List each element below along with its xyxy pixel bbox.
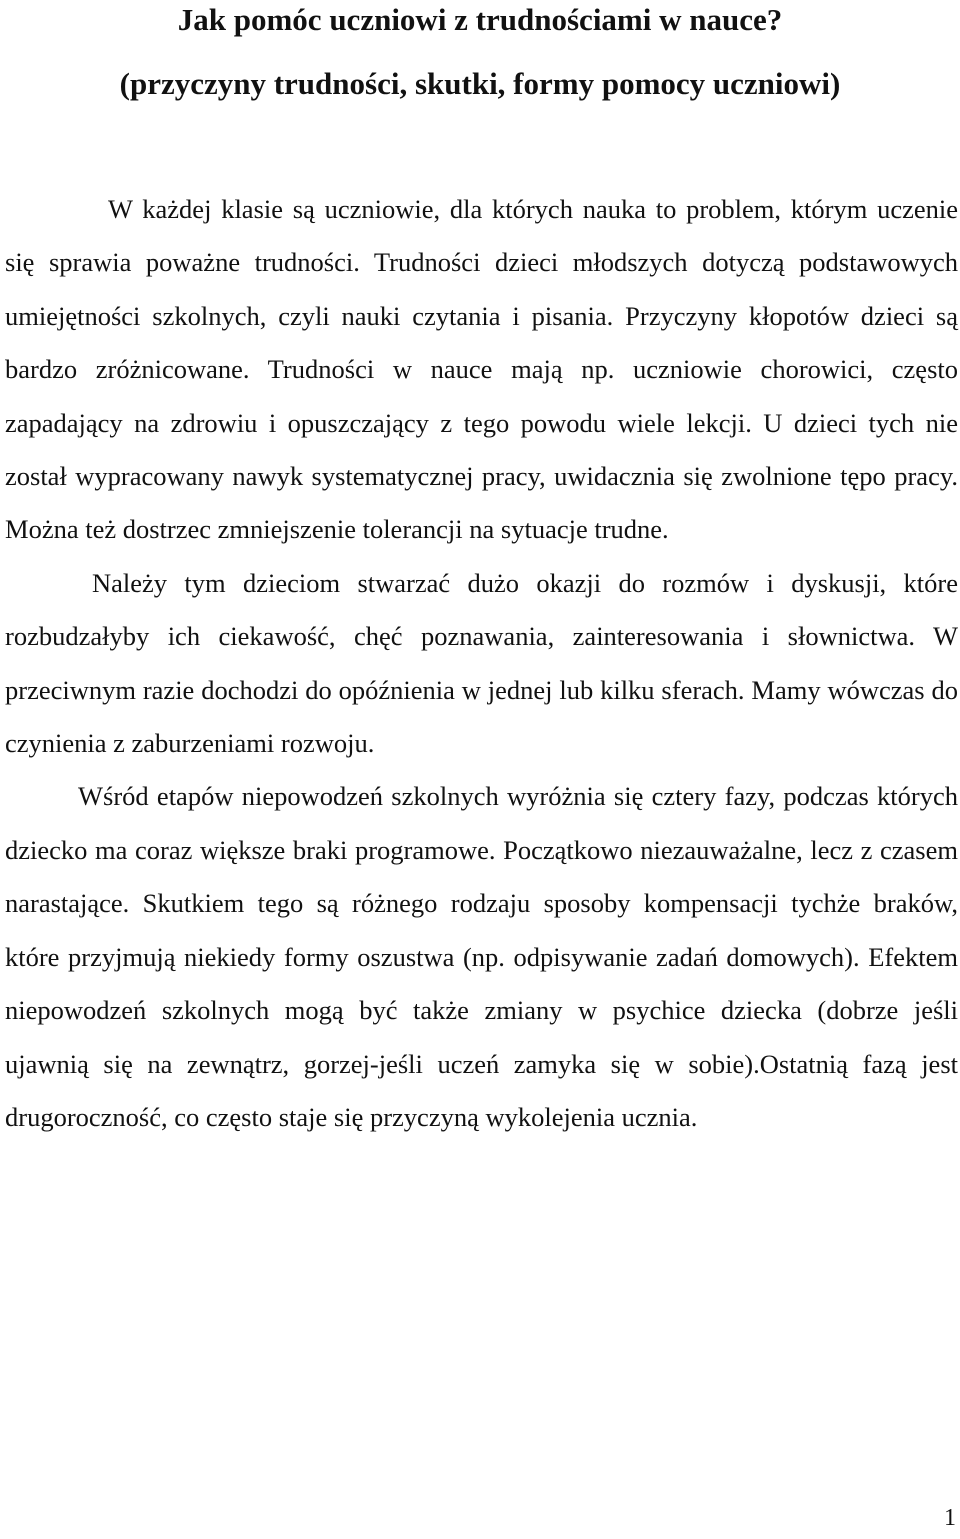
paragraph-3: Wśród etapów niepowodzeń szkolnych wyróżnia się cztery fazy, podczas których dziecko ma coraz większe braki programowe. Początkowo niezauważalne, lecz z czasem narastające. Skutkiem tego są różnego rodzaju sposoby kompensacji tychże braków, które przyjmują niekiedy formy oszustwa (np. odpisywanie zadań domowych). Efektem niepowodzeń szkolnych mogą być także zmiany w psychice dziecka (dobrze jeśli ujawnią się na zewnątrz, gorzej-jeśli uczeń zamyka się w sobie).Ostatnią fazą jest drugoroczność, co często staje się przyczyną wykolejenia ucznia. (5, 781, 958, 1132)
paragraph-2: Należy tym dzieciom stwarzać dużo okazji do rozmów i dyskusji, które rozbudzałyby ich ciekawość, chęć poznawania, zainteresowania i słownictwa. W przeciwnym razie dochodzi do opóźnienia w jednej lub kilku sferach. Mamy wówczas do czynienia z zaburzeniami rozwoju. (5, 567, 958, 759)
page-number: 1 (944, 1505, 956, 1531)
document-body (5, 183, 958, 1144)
page-subtitle: (przyczyny trudności, skutki, formy pomocy uczniowi) (119, 66, 841, 101)
paragraph-1: W każdej klasie są uczniowie, dla których nauka to problem, którym uczenie się sprawia poważne trudności. Trudności dzieci młodszych dotyczą podstawowych umiejętności szkolnych, czyli nauki czytania i pisania. Przyczyny kłopotów dzieci są bardzo zróżnicowane. Trudności w nauce mają np. uczniowie chorowici, często zapadający na zdrowiu i opuszczający z tego powodu wiele lekcji. U dzieci tych nie został wypracowany nawyk systematycznej pracy, uwidacznia się zwolnione tępo pracy. Można też dostrzec zmniejszenie tolerancji na sytuacje trudne. (5, 194, 958, 545)
page-title: Jak pomóc uczniowi z trudnościami w nauce? (177, 2, 783, 37)
